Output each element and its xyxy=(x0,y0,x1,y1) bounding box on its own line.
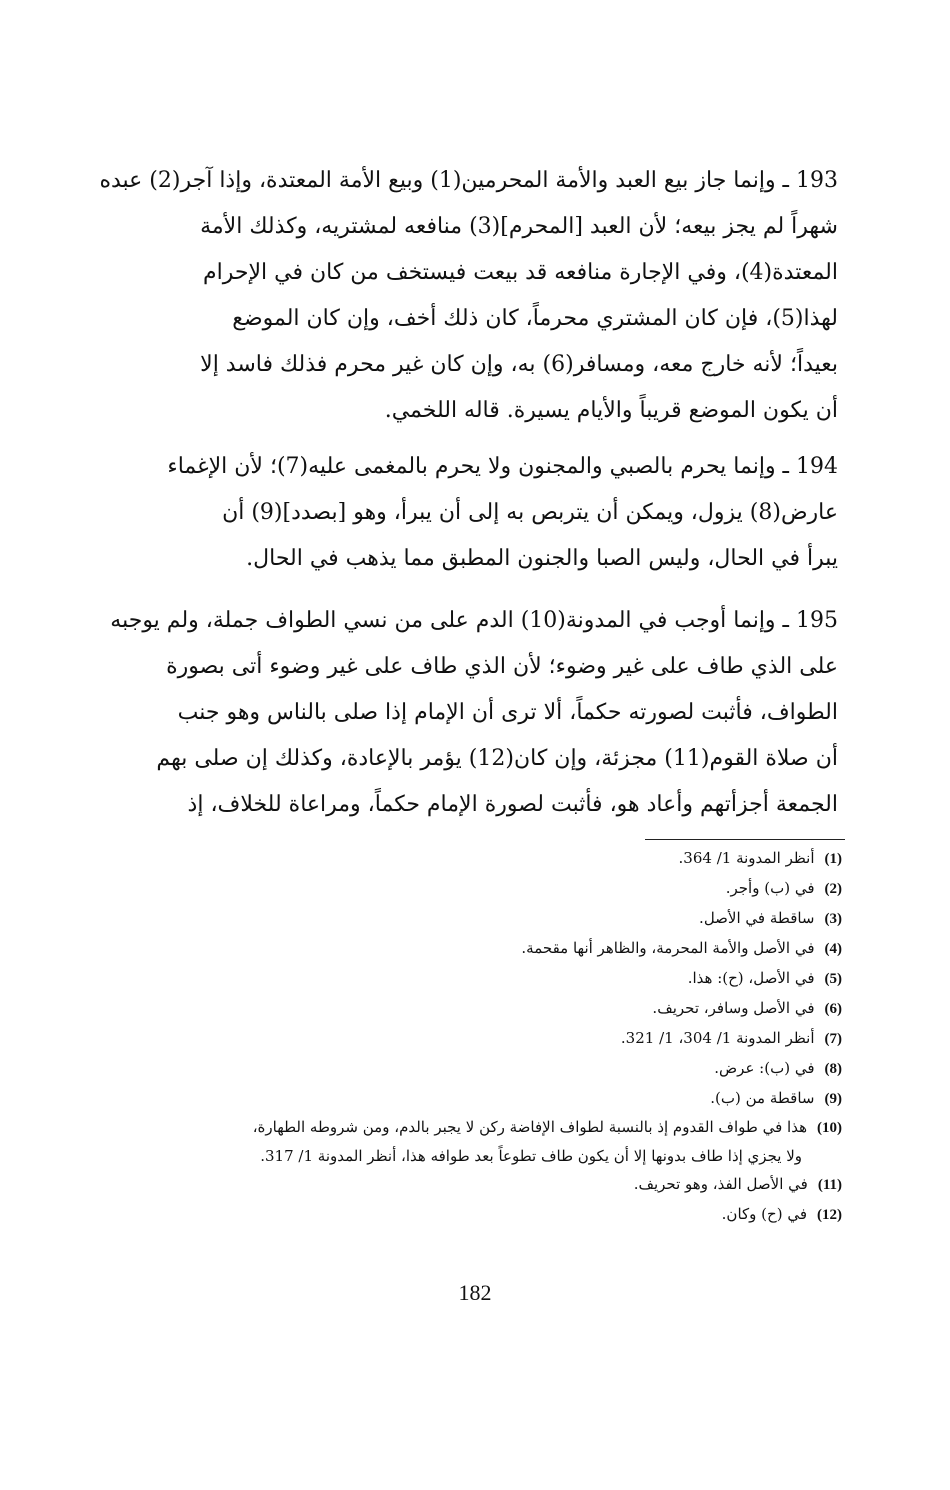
footnote xyxy=(80,933,842,963)
paragraph-line: 194 ـ وإنما يحرم بالصبي والمجنون ولا يحرم بالمغمى عليه(7)؛ لأن الإغماء xyxy=(167,454,838,479)
footnote xyxy=(80,1113,842,1169)
footnote-number: (3) xyxy=(824,911,842,927)
footnote-number: (9) xyxy=(824,1091,842,1107)
paragraph-line: 193 ـ وإنما جاز بيع العبد والأمة المحرمين(1) وبيع الأمة المعتدة، وإذا آجر(2) عبده xyxy=(99,168,838,193)
footnote xyxy=(80,993,842,1023)
paragraph-193 xyxy=(99,158,838,434)
footnote-separator xyxy=(645,839,845,840)
paragraph-194 xyxy=(168,444,838,582)
footnote xyxy=(80,1053,842,1083)
footnote-number: (1) xyxy=(824,851,842,867)
paragraph-line: شهراً لم يجز بيعه؛ لأن العبد [المحرم](3) منافعه لمشتريه، وكذلك الأمة xyxy=(200,214,838,239)
footnote-text: هذا في طواف القدوم إذ بالنسبة لطواف الإفاضة ركن لا يجبر بالدم، ومن شروطه الطهارة، xyxy=(252,1118,807,1136)
footnote-text: ساقطة في الأصل. xyxy=(699,909,815,927)
footnote-text: في الأصل والأمة المحرمة، والظاهر أنها مقحمة. xyxy=(521,939,815,957)
footnote xyxy=(80,963,842,993)
footnote-text: في (ب): عرض. xyxy=(714,1059,815,1077)
paragraph-line: الجمعة أجزأتهم وأعاد هو، فأثبت لصورة الإمام حكماً، ومراعاة للخلاف، إذ xyxy=(187,792,838,817)
footnote xyxy=(80,1083,842,1113)
footnote-number: (12) xyxy=(817,1207,842,1223)
paragraph-line: عارض(8) يزول، ويمكن أن يتربص به إلى أن يبرأ، وهو [بصدد](9) أن xyxy=(222,500,838,525)
footnote xyxy=(80,1199,842,1229)
footnote-text: في الأصل الفذ، وهو تحريف. xyxy=(633,1175,808,1193)
footnote-text-continued: ولا يجزي إذا طاف بدونها إلا أن يكون طاف تطوعاً بعد طوافه هذا، أنظر المدونة 1/ 317. xyxy=(260,1147,802,1165)
footnote-text: أنظر المدونة 1/ 364. xyxy=(678,849,815,867)
footnote-number: (5) xyxy=(824,971,842,987)
footnote-text: أنظر المدونة 1/ 304، 1/ 321. xyxy=(620,1029,815,1047)
footnote-number: (8) xyxy=(824,1061,842,1077)
footnotes xyxy=(80,843,842,1229)
footnote-number: (4) xyxy=(824,941,842,957)
paragraph-195 xyxy=(110,598,838,828)
paragraph-line: بعيداً؛ لأنه خارج معه، ومسافر(6) به، وإن كان غير محرم فذلك فاسد إلا xyxy=(200,352,838,377)
footnote xyxy=(80,1023,842,1053)
paragraph-line: أن صلاة القوم(11) مجزئة، وإن كان(12) يؤمر بالإعادة، وكذلك إن صلى بهم xyxy=(156,746,838,771)
footnote-text: في (ح) وكان. xyxy=(721,1205,807,1223)
paragraph-line: يبرأ في الحال، وليس الصبا والجنون المطبق مما يذهب في الحال. xyxy=(246,546,838,571)
paragraph-line: على الذي طاف على غير وضوء؛ لأن الذي طاف على غير وضوء أتى بصورة xyxy=(166,654,838,679)
footnote-number: (2) xyxy=(824,881,842,897)
page-number: 182 xyxy=(458,1280,492,1305)
footnote xyxy=(80,843,842,873)
footnote-number: (10) xyxy=(817,1120,842,1136)
footnote-text: ساقطة من (ب). xyxy=(710,1089,815,1107)
footnote-number: (7) xyxy=(824,1031,842,1047)
footnote xyxy=(80,903,842,933)
footnote-number: (11) xyxy=(817,1177,842,1193)
footnote-text: في الأصل وسافر، تحريف. xyxy=(652,999,815,1017)
paragraph-line: الطواف، فأثبت لصورته حكماً، ألا ترى أن الإمام إذا صلى بالناس وهو جنب xyxy=(177,700,838,725)
footnote-text: في (ب) وأجر. xyxy=(725,879,815,897)
footnote-number: (6) xyxy=(824,1001,842,1017)
footnote xyxy=(80,873,842,903)
paragraph-line: المعتدة(4)، وفي الإجارة منافعه قد بيعت فيستخف من كان في الإحرام xyxy=(203,260,838,285)
paragraph-line: 195 ـ وإنما أوجب في المدونة(10) الدم على من نسي الطواف جملة، ولم يوجبه xyxy=(110,608,838,633)
footnote-text: في الأصل، (ح): هذا. xyxy=(687,969,815,987)
paragraph-line: لهذا(5)، فإن كان المشتري محرماً، كان ذلك أخف، وإن كان الموضع xyxy=(232,306,838,331)
paragraph-line: أن يكون الموضع قريباً والأيام يسيرة. قاله اللخمي. xyxy=(384,398,838,423)
footnote xyxy=(80,1169,842,1199)
